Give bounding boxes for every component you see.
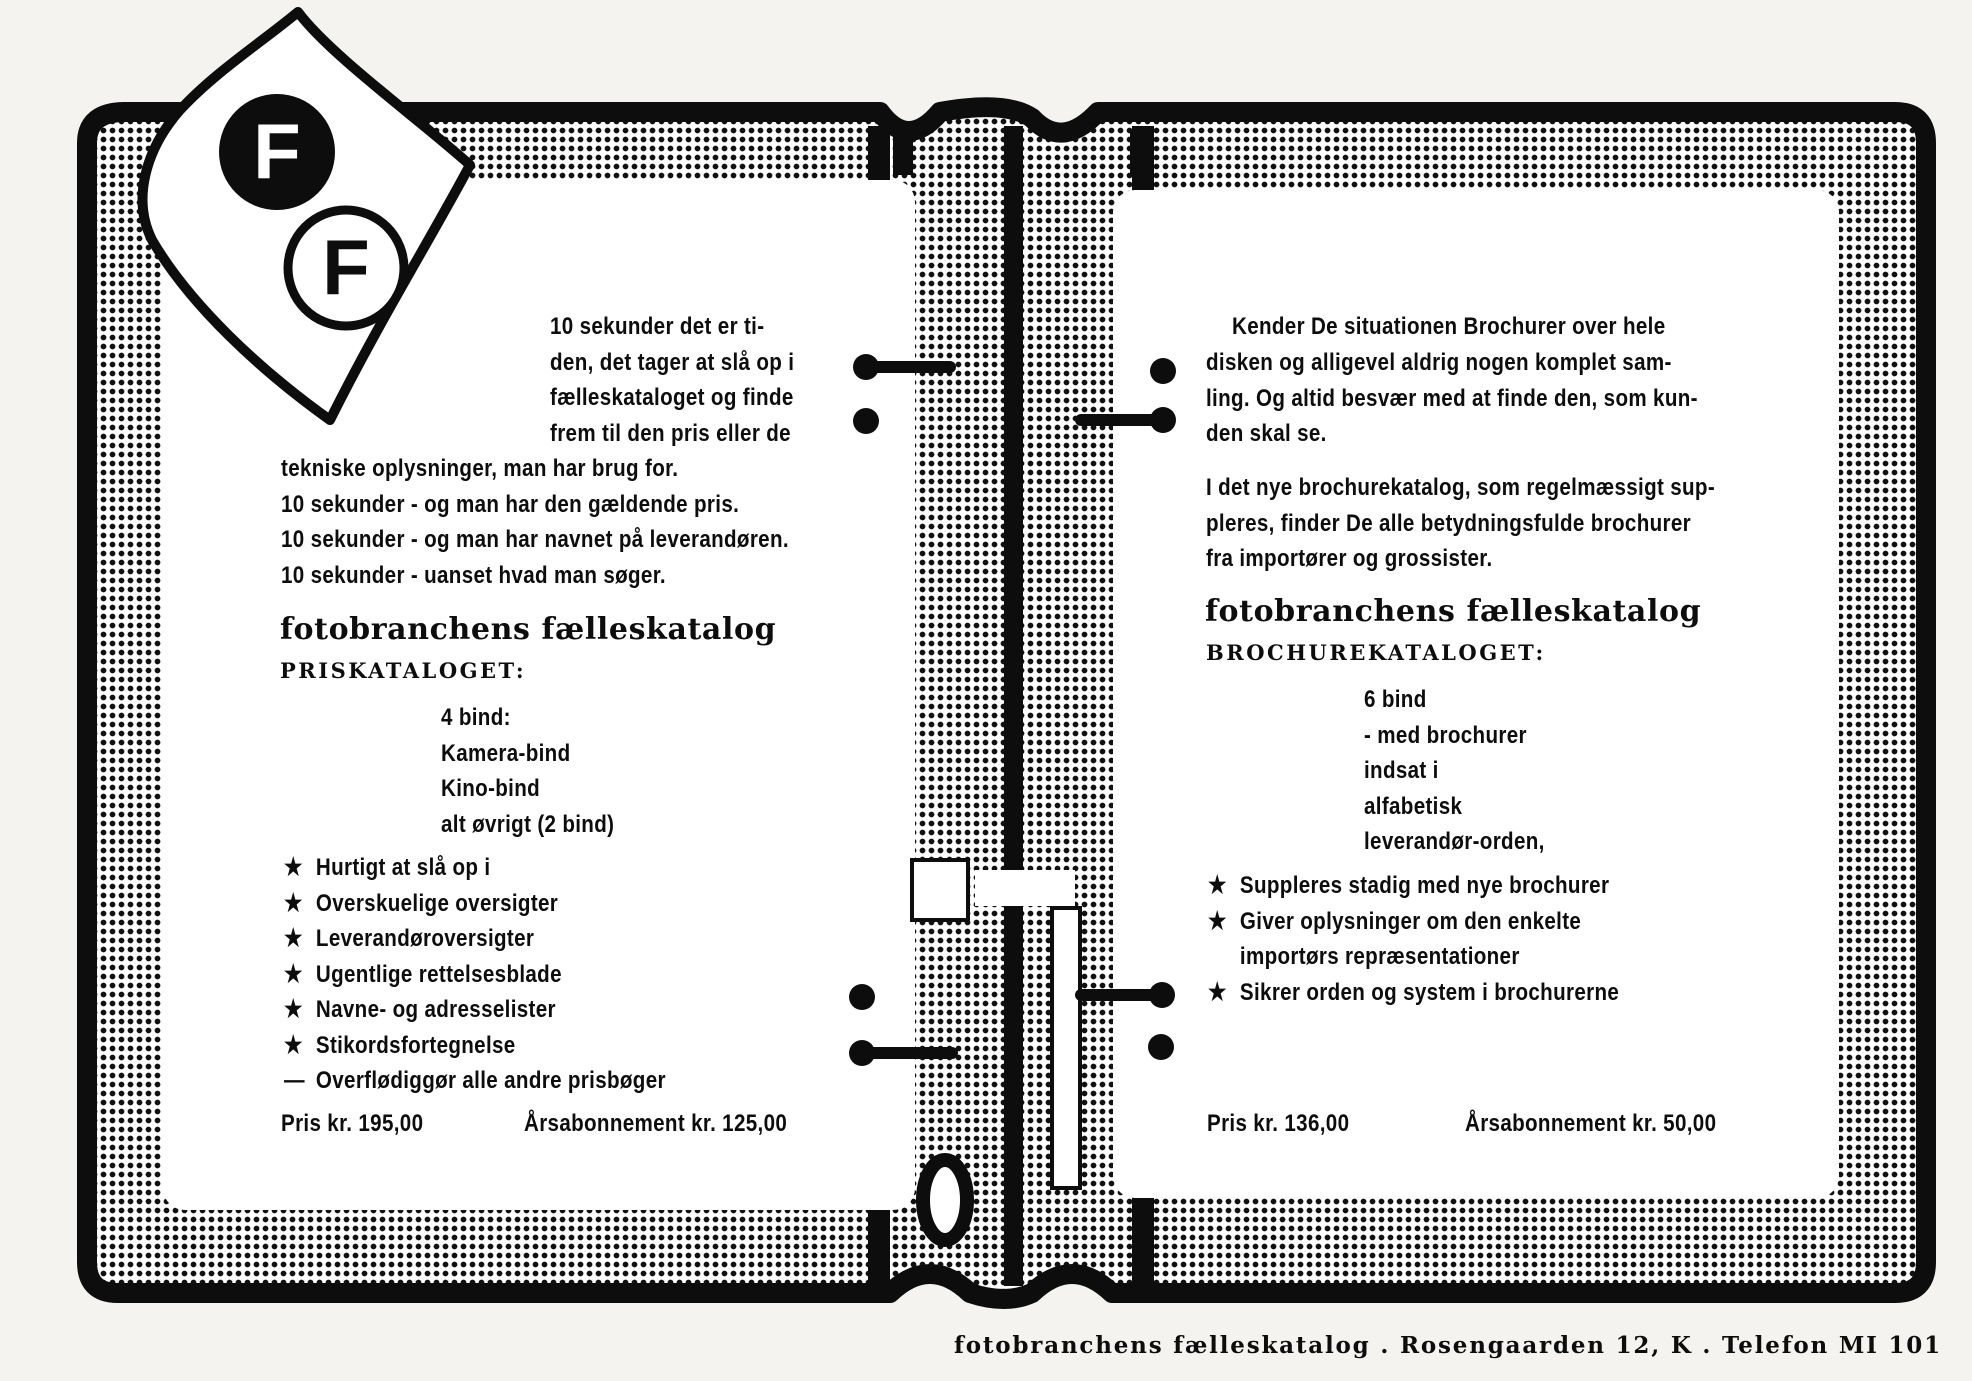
feature-item: ★ Ugentlige rettelsesblade bbox=[284, 957, 666, 993]
volume-item: 4 bind: bbox=[441, 704, 511, 731]
left-subscription: Årsabonnement kr. 125,00 bbox=[524, 1110, 788, 1137]
right-body-line: pleres, finder De alle betydningsfulde brochurer bbox=[1206, 509, 1692, 537]
volume-item: - med brochurer bbox=[1364, 721, 1527, 749]
right-intro bbox=[1232, 309, 1665, 345]
right-body-line: fra importører og grossister. bbox=[1206, 545, 1493, 572]
right-body bbox=[1206, 470, 1715, 577]
star-icon: ★ bbox=[1208, 872, 1227, 899]
volume-item: Kino-bind bbox=[441, 775, 541, 802]
star-icon: ★ bbox=[284, 854, 303, 881]
feature-item: ★ Stikordsfortegnelse bbox=[284, 1028, 666, 1064]
left-intro-line: frem til den pris eller de bbox=[550, 419, 791, 447]
left-subtitle: PRISKATALOGET: bbox=[280, 658, 527, 683]
right-brand-title: fotobranchens fælleskatalog bbox=[1205, 594, 1702, 629]
right-price: Pris kr. 136,00 bbox=[1207, 1110, 1350, 1137]
left-brand-title: fotobranchens fælleskatalog bbox=[280, 612, 777, 647]
left-body bbox=[281, 451, 789, 593]
feature-item: ★ Leverandøroversigter bbox=[284, 921, 666, 957]
feature-item: ★ Hurtigt at slå op i bbox=[284, 850, 666, 886]
logo-letter-bottom: F bbox=[322, 223, 370, 311]
logo-letter-top: F bbox=[253, 107, 301, 195]
volume-item: 6 bind bbox=[1364, 686, 1427, 713]
footer-address: fotobranchens fælleskatalog . Rosengaarden 12, K . Telefon MI 101 bbox=[954, 1332, 1942, 1359]
spine-center-bar bbox=[1004, 126, 1023, 1286]
feature-item: ★ Suppleres stadig med nye brochurer bbox=[1208, 868, 1619, 904]
right-intro-cont bbox=[1206, 345, 1698, 452]
star-icon: ★ bbox=[1208, 907, 1227, 935]
volume-item: Kamera-bind bbox=[441, 739, 571, 767]
left-intro-line: fælleskataloget og finde bbox=[550, 384, 794, 411]
right-volumes bbox=[1364, 682, 1545, 860]
star-icon: ★ bbox=[284, 1031, 303, 1059]
volume-item: alfabetisk bbox=[1364, 792, 1463, 820]
right-intro-line: den skal se. bbox=[1206, 420, 1327, 447]
left-intro bbox=[550, 309, 794, 451]
left-volumes bbox=[441, 700, 614, 842]
feature-item: ★ Giver oplysninger om den enkelte bbox=[1208, 904, 1619, 940]
left-intro-line: den, det tager at slå op i bbox=[550, 348, 795, 376]
left-price: Pris kr. 195,00 bbox=[281, 1110, 424, 1137]
feature-item: importørs repræsentationer bbox=[1239, 943, 1520, 970]
right-intro-line: disken og alligevel aldrig nogen komplet sam- bbox=[1206, 349, 1672, 376]
feature-item: ★ Navne- og adresselister bbox=[284, 992, 666, 1028]
left-body-line: 10 sekunder - uanset hvad man søger. bbox=[281, 561, 666, 589]
star-icon: ★ bbox=[284, 996, 303, 1023]
star-icon: ★ bbox=[284, 925, 303, 952]
ring-zero bbox=[923, 1160, 967, 1240]
volume-item: leverandør-orden, bbox=[1364, 828, 1545, 855]
feature-item: ★ Sikrer orden og system i brochurerne bbox=[1208, 975, 1619, 1011]
right-features bbox=[1208, 868, 1619, 1010]
right-body-line: I det nye brochurekatalog, som regelmæssigt sup- bbox=[1206, 474, 1716, 501]
dash-icon: — bbox=[284, 1067, 305, 1094]
left-features bbox=[284, 850, 666, 1099]
right-subtitle: BROCHUREKATALOGET: bbox=[1206, 640, 1546, 665]
right-subscription: Årsabonnement kr. 50,00 bbox=[1465, 1110, 1717, 1137]
volume-item: indsat i bbox=[1364, 757, 1439, 784]
right-intro-line: ling. Og altid besvær med at finde den, som kun- bbox=[1206, 384, 1698, 412]
right-intro-line: Kender De situationen Brochurer over hele bbox=[1232, 313, 1666, 340]
left-body-line: 10 sekunder - og man har navnet på leverandøren. bbox=[281, 526, 789, 553]
left-intro-line: 10 sekunder det er ti- bbox=[550, 313, 765, 340]
volume-item: alt øvrigt (2 bind) bbox=[441, 810, 615, 838]
star-icon: ★ bbox=[284, 960, 303, 988]
feature-item: ★ Overskuelige oversigter bbox=[284, 886, 666, 922]
left-body-line: 10 sekunder - og man har den gældende pris. bbox=[281, 490, 740, 518]
star-icon: ★ bbox=[1208, 978, 1227, 1006]
left-body-line: tekniske oplysninger, man har brug for. bbox=[281, 455, 679, 482]
feature-item: — Overflødiggør alle andre prisbøger bbox=[284, 1063, 666, 1099]
star-icon: ★ bbox=[284, 889, 303, 917]
